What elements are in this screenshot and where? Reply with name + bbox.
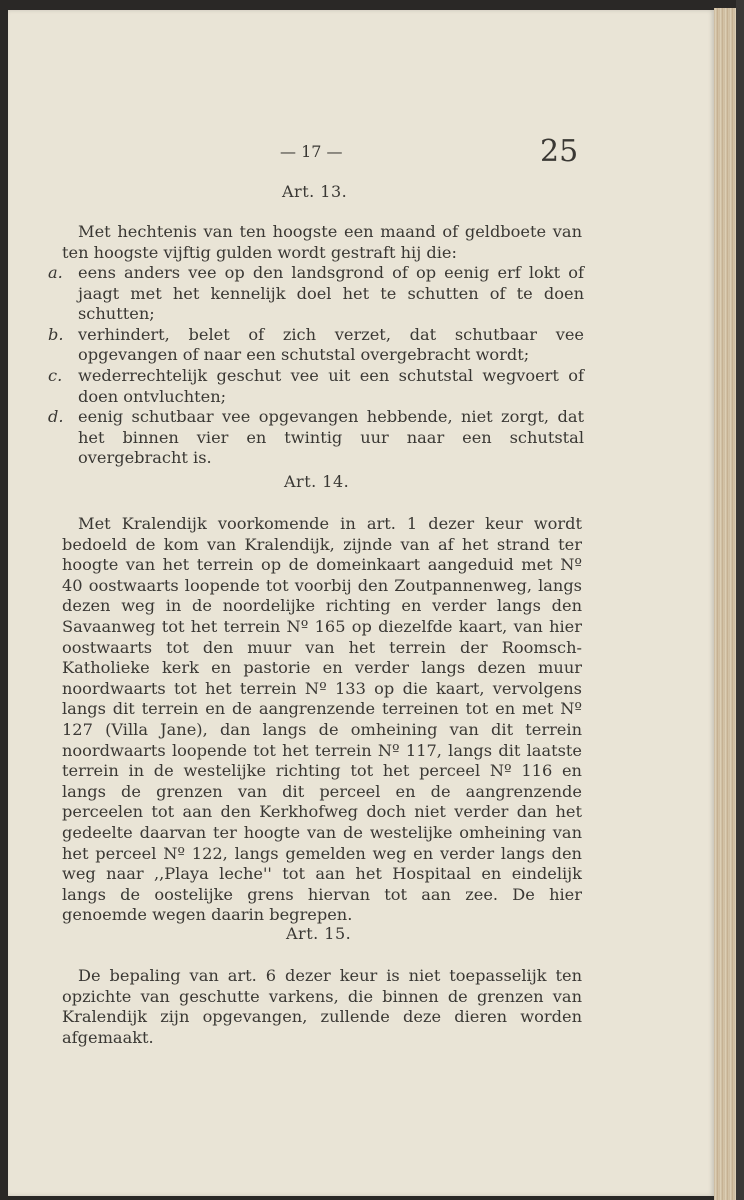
list-letter: a.	[48, 263, 63, 282]
art13-title: Art. 13.	[282, 182, 348, 201]
scan-border	[736, 0, 744, 1200]
list-text: verhindert, belet of zich verzet, dat schutbaar vee opgevangen of naar een schutstal overgebracht wordt;	[78, 324, 584, 365]
list-item	[48, 263, 584, 325]
list-item	[48, 325, 584, 366]
list-text: wederrechtelijk geschut vee uit een schutstal wegvoert of doen ontvluchten;	[78, 365, 584, 406]
art15-title: Art. 15.	[286, 924, 352, 943]
list-letter: d.	[48, 407, 64, 427]
art13-list	[48, 263, 584, 469]
list-text: eenig schutbaar vee opgevangen hebbende, niet zorgt, dat het binnen vier en twintig uur naar een schutstal overgebracht is.	[78, 407, 584, 468]
art13-intro: Met hechtenis van ten hoogste een maand of geldboete van ten hoogste vijftig gulden wordt gestraft hij die:	[62, 222, 582, 262]
list-letter: b.	[48, 324, 64, 344]
list-item	[48, 366, 584, 407]
list-text: eens anders vee op den landsgrond of op eenig erf lokt of jaagt met het kennelijk doel het te schutten of te doen schutten;	[78, 263, 584, 324]
list-item	[48, 407, 584, 469]
page-edges	[714, 8, 736, 1200]
list-letter: c.	[48, 365, 63, 385]
art14-title: Art. 14.	[284, 472, 350, 491]
page-number-small: — 17 —	[280, 142, 343, 161]
art14-text: Met Kralendijk voorkomende in art. 1 dezer keur wordt bedoeld de kom van Kralendijk, zijnde van af het strand ter hoogte van het terrein op de domeinkaart aangeduid met Nº 40 oostwaarts loopende tot voorbij den Zoutpannenweg, langs dezen weg in de noordelijke richting en verder langs den Savaanweg tot het terrein Nº 165 op diezelfde kaart, van hier oostwaarts tot den muur van het terrein der Roomsch-Katholieke kerk en pastorie en verder langs dezen muur noordwaarts tot het terrein Nº 133 op die kaart, vervolgens langs dit terrein en de aangrenzende terreinen tot en met Nº 127 (Villa Jane), dan langs de omheining van dit terrein noordwaarts loopende tot het terrein Nº 117, langs dit laatste terrein in de westelijke richting tot het perceel Nº 116 en langs de grenzen van dit perceel en de aangrenzende perceelen tot aan den Kerkhofweg doch niet verder dan het gedeelte daarvan ter hoogte van de westelijke omheining van het perceel Nº 122, langs gemelden weg en verder langs den weg naar ,,Playa leche'' tot aan het Hospitaal en eindelijk langs de oostelijke grens hiervan tot aan zee. De hier genoemde wegen daarin begrepen.	[62, 514, 582, 925]
art15-text: De bepaling van art. 6 dezer keur is niet toepasselijk ten opzichte van geschutte varkens, die binnen de grenzen van Kralendijk zijn opgevangen, zullende deze dieren worden afgemaakt.	[62, 966, 582, 1047]
page-number-large: 25	[540, 134, 579, 169]
